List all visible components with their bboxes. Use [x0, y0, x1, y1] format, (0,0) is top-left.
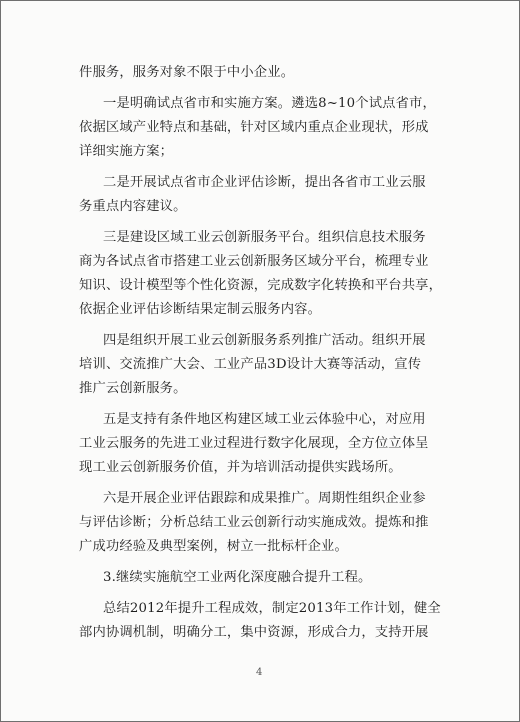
text-line: 五是支持有条件地区构建区域工业云体验中心，对应用	[103, 412, 426, 427]
text-line: 现工业云创新服务价值，并为培训活动提供实践场所。	[79, 460, 402, 475]
text-line: 二是开展试点省市企业评估诊断，提出各省市工业云服	[103, 175, 426, 190]
text-line: 四是组织开展工业云创新服务系列推广活动。组织开展	[103, 333, 426, 348]
text-line: 依据区域产业特点和基础，针对区域内重点企业现状，形成	[79, 120, 429, 135]
text-line: 总结2012年提升工程成效，制定2013年工作计划，健全	[103, 601, 441, 616]
section-heading: 3.继续实施航空工业两化深度融合提升工程。	[103, 570, 372, 585]
body-text	[79, 61, 464, 645]
text-line: 部内协调机制，明确分工，集中资源，形成合力，支持开展	[79, 625, 429, 640]
text-line: 广成功经验及典型案例，树立一批标杆企业。	[79, 539, 348, 554]
text-line: 三是建设区域工业云创新服务平台。组织信息技术服务	[103, 230, 426, 245]
text-line: 务重点内容建议。	[79, 199, 187, 214]
text-line: 与评估诊断；分析总结工业云创新行动实施成效。提炼和推	[79, 515, 429, 530]
text-line: 一是明确试点省市和实施方案。遴选8~10个试点省市，	[103, 96, 436, 111]
text-line: 培训、交流推广大会、工业产品3D设计大赛等活动，宣传	[79, 357, 422, 372]
page-number: 4	[256, 667, 263, 678]
text-line: 六是开展企业评估跟踪和成果推广。周期性组织企业参	[103, 491, 426, 506]
text-line: 推广云创新服务。	[79, 381, 187, 396]
text-line: 依据企业评估诊断结果定制云服务内容。	[79, 302, 322, 317]
text-line: 详细实施方案；	[79, 144, 174, 159]
text-line: 知识、设计模型等个性化资源，完成数字化转换和平台共享，	[79, 278, 443, 293]
text-line: 件服务，服务对象不限于中小企业。	[79, 65, 295, 80]
text-line: 工业云服务的先进工业过程进行数字化展现，全方位立体呈	[79, 436, 429, 451]
text-line: 商为各试点省市搭建工业云创新服务区域分平台，梳理专业	[79, 254, 429, 269]
